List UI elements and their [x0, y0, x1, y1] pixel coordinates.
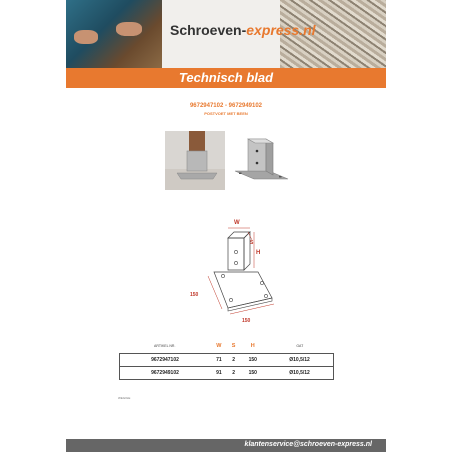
brand-logo[interactable]	[170, 22, 316, 38]
header-gat: GAT	[296, 344, 304, 348]
product-name: POSTVOET MET BEEN	[204, 111, 248, 116]
dimension-w-label: W	[234, 220, 240, 226]
product-photo	[233, 133, 290, 187]
footer-email-link[interactable]: klantenservice@schroeven-express.nl	[244, 441, 372, 448]
header-banner	[66, 0, 386, 68]
technical-drawing-svg	[178, 210, 288, 328]
dimension-s-label: S	[250, 240, 254, 246]
header-h: H	[250, 343, 255, 349]
page-title: Technisch blad	[178, 70, 274, 85]
logo-text-accent: express.nl	[246, 22, 316, 38]
footer-bar	[66, 439, 386, 452]
header-s: S	[231, 343, 236, 349]
cell-s: 2	[228, 354, 240, 367]
spec-table	[119, 339, 334, 380]
cell-artikel: 9672949102	[120, 367, 210, 380]
header-w: W	[216, 343, 222, 349]
cell-h: 150	[239, 367, 266, 380]
cell-w: 91	[210, 367, 228, 380]
header-workshop-photo	[66, 0, 162, 68]
footnote: WEGIGE	[118, 396, 131, 400]
product-installed-photo	[165, 131, 225, 190]
cell-s: 2	[228, 367, 240, 380]
cell-gat: Ø10,5/12	[266, 367, 333, 380]
cell-artikel: 9672947102	[120, 354, 210, 367]
cell-w: 71	[210, 354, 228, 367]
product-codes: 9672947102 - 9672949102	[189, 103, 263, 109]
dimension-150-left-label: 150	[190, 292, 199, 298]
dimension-h-label: H	[256, 250, 261, 256]
technical-drawing	[178, 210, 288, 328]
cell-h: 150	[239, 354, 266, 367]
title-bar	[66, 68, 386, 88]
table-row	[120, 367, 334, 380]
dimension-150-bottom-label: 150	[242, 318, 251, 324]
datasheet-page	[66, 0, 386, 452]
spec-table-header	[120, 339, 334, 354]
cell-gat: Ø10,5/12	[266, 354, 333, 367]
header-artikel: ARTIKEL NR.	[154, 344, 176, 348]
table-row	[120, 354, 334, 367]
logo-text-primary: Schroeven-	[170, 22, 247, 38]
